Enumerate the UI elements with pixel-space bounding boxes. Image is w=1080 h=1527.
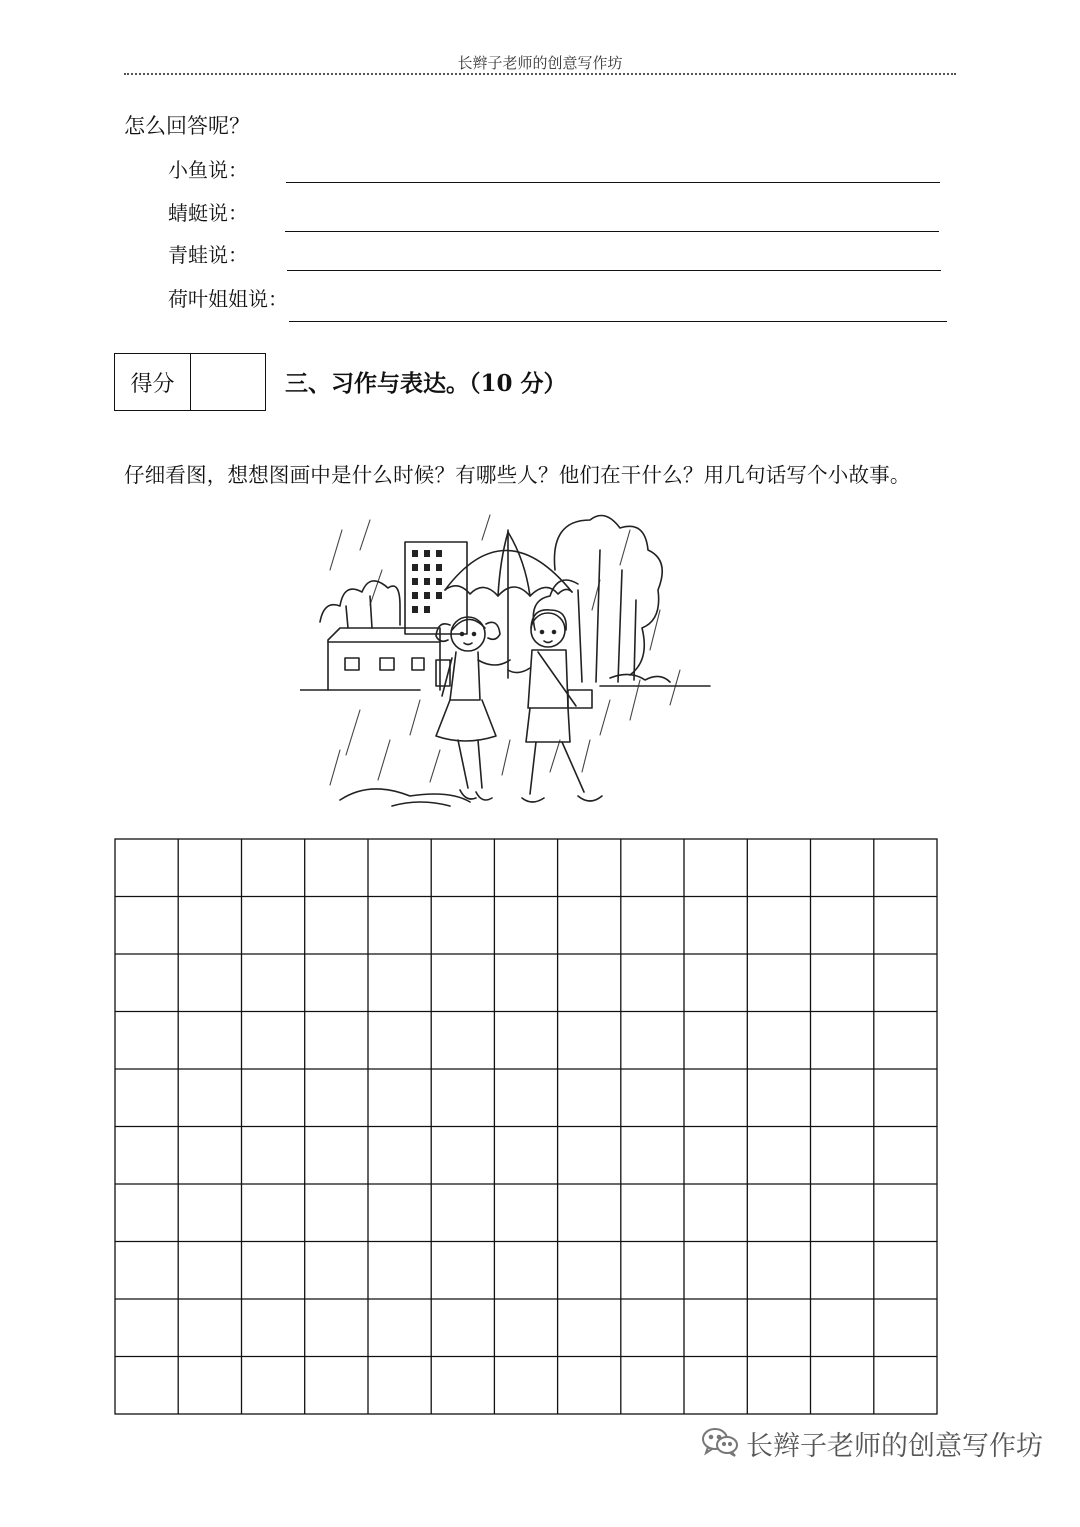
score-value-cell — [191, 354, 265, 410]
answer-line-lotus-leaf — [289, 321, 947, 322]
header-divider — [124, 73, 956, 75]
section-title: 三、习作与表达。（10 分） — [285, 370, 567, 397]
question-intro: 怎么回答呢？ — [124, 114, 250, 138]
answer-label-dragonfly: 蜻蜓说： — [168, 201, 248, 225]
score-box — [114, 353, 266, 411]
answer-label-fish: 小鱼说： — [168, 158, 248, 182]
watermark — [700, 1424, 1043, 1463]
writing-prompt: 仔细看图，想想图画中是什么时候？有哪些人？他们在干什么？用几句话写个小故事。 — [124, 463, 911, 487]
wechat-icon — [700, 1426, 740, 1462]
answer-line-dragonfly — [285, 231, 939, 232]
writing-grid[interactable] — [114, 838, 940, 1422]
answer-line-frog — [287, 270, 941, 271]
score-label: 得分 — [115, 354, 191, 410]
answer-label-frog: 青蛙说： — [168, 243, 248, 267]
answer-line-fish — [286, 182, 940, 183]
answer-label-lotus-leaf: 荷叶姐姐说： — [168, 287, 288, 311]
watermark-text: 长辫子老师的创意写作坊 — [746, 1431, 1043, 1462]
rain-umbrella-illustration — [300, 510, 720, 814]
header-title: 长辫子老师的创意写作坊 — [457, 54, 623, 72]
